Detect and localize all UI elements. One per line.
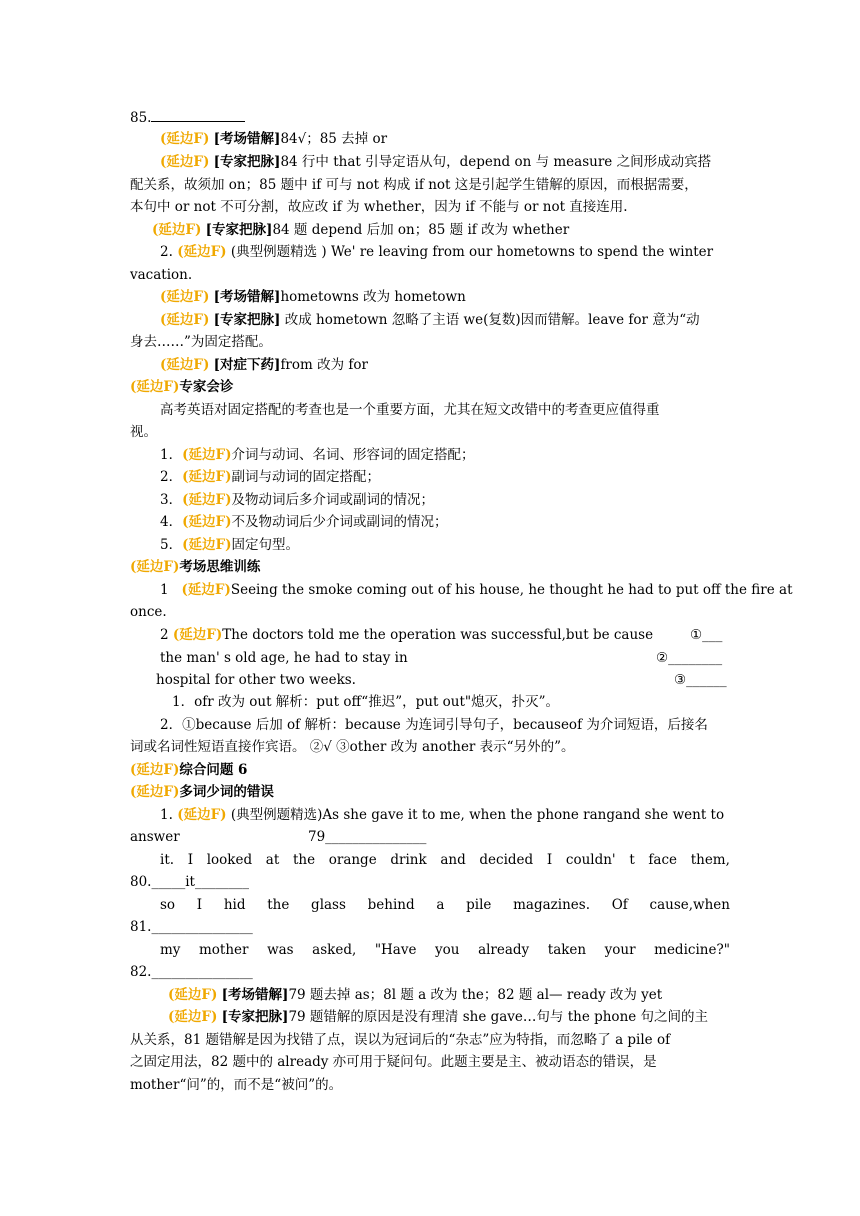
list-item: 3．(延边F)及物动词后多介词或副词的情况； <box>160 492 434 508</box>
text-line: (延边F) [专家把脉] 改成 hometown 忽略了主语 we(复数)因而错解。leave for 意为“动 <box>160 312 700 328</box>
text-line: (延边F) [专家把脉]84 题 depend 后加 on；85 题 if 改为 whether <box>152 222 570 238</box>
section-heading: (延边F)专家会诊 <box>130 379 234 395</box>
answer-blank-79: 79_______________ <box>308 829 427 845</box>
section-heading: (延边F)考场思维训练 <box>130 559 261 575</box>
list-item: 1．(延边F)介词与动词、名词、形容词的固定搭配； <box>160 447 475 463</box>
text-line: 配关系，故须加 on；85 题中 if 可与 not 构成 if not 这是引起学生错解的原因，而根据需要， <box>130 177 698 193</box>
text-line: the man' s old age, he had to stay in <box>160 650 408 666</box>
text-line: (延边F) [考场错解]hometowns 改为 hometown <box>160 289 466 305</box>
list-item: 4．(延边F)不及物动词后少介词或副词的情况； <box>160 514 448 530</box>
answer-blank-80: 80._____it________ <box>130 874 249 890</box>
text-line: 高考英语对固定搭配的考查也是一个重要方面，尤其在短文改错中的考查更应值得重 <box>160 402 660 418</box>
text-line: 1 (延边F)Seeing the smoke coming out of his house, he thought he had to put off the fire at <box>160 582 793 598</box>
answer-blank-1: ①___ <box>690 627 723 643</box>
list-item: 5．(延边F)固定句型。 <box>160 537 299 553</box>
text-line: 身去……”为固定搭配。 <box>130 334 272 350</box>
text-line: vacation. <box>130 267 193 283</box>
text-line: so I hid the glass behind a pile magazines. Of cause,when <box>160 897 730 913</box>
text-line: 1．ofr 改为 out 解析：put off“推迟”，put out"熄灭，扑灭”。 <box>172 694 560 710</box>
text-line: once. <box>130 604 167 620</box>
text-line: 2. (延边F) (典型例题精选 ) We' re leaving from our hometowns to spend the winter <box>160 244 714 260</box>
answer-blank-81: 81._______________ <box>130 919 253 935</box>
text-line: (延边F) [专家把脉]79 题错解的原因是没有理清 she gave…句与 the phone 句之间的主 <box>168 1009 709 1025</box>
list-item: 2．(延边F)副词与动词的固定搭配； <box>160 469 380 485</box>
text-line: answer <box>130 829 180 845</box>
answer-blank-3: ③______ <box>674 672 727 688</box>
text-line: 2 (延边F)The doctors told me the operation was successful,but be cause <box>160 627 654 643</box>
answer-blank-85: 85. <box>130 108 245 127</box>
text-line: 从关系，81 题错解是因为找错了点，误以为冠词后的“杂志”应为特指，而忽略了 a pile of <box>130 1032 671 1048</box>
text-line: (延边F) [对症下药]from 改为 for <box>160 357 368 373</box>
text-line: 本句中 or not 不可分割，故应改 if 为 whether，因为 if 不能与 or not 直接连用. <box>130 199 628 215</box>
answer-blank-2: ②________ <box>656 650 723 666</box>
text-line: my mother was asked, "Have you already taken your medicine?" <box>160 942 730 958</box>
answer-blank-82: 82._______________ <box>130 964 253 980</box>
text-line: 1. (延边F) (典型例题精选)As she gave it to me, when the phone rangand she went to <box>160 807 725 823</box>
text-line: 视。 <box>130 424 157 440</box>
text-line: mother“问”的，而不是“被问”的。 <box>130 1077 343 1093</box>
text-line: 之固定用法，82 题中的 already 亦可用于疑问句。此题主要是主、被动语态的错误，是 <box>130 1054 657 1070</box>
text-line: 词或名词性短语直接作宾语。 ②√ ③other 改为 another 表示“另外的”。 <box>130 739 575 755</box>
section-heading: (延边F)多词少词的错误 <box>130 784 274 800</box>
text-line: (延边F) [专家把脉]84 行中 that 引导定语从句，depend on 与 measure 之间形成动宾搭 <box>160 154 712 170</box>
text-line: (延边F) [考场错解]79 题去掉 as；8l 题 a 改为 the；82 题 al— ready 改为 yet <box>168 987 663 1003</box>
text-line: hospital for other two weeks. <box>156 672 356 688</box>
text-line: (延边F) [考场错解]84√；85 去掉 or <box>160 131 388 147</box>
section-heading: (延边F)综合问题 6 <box>130 762 248 778</box>
text-line: 2．①because 后加 of 解析：because 为连词引导句子，becauseof 为介词短语，后接名 <box>160 717 708 733</box>
text-line: it. I looked at the orange drink and decided I couldn' t face them, <box>160 852 730 868</box>
